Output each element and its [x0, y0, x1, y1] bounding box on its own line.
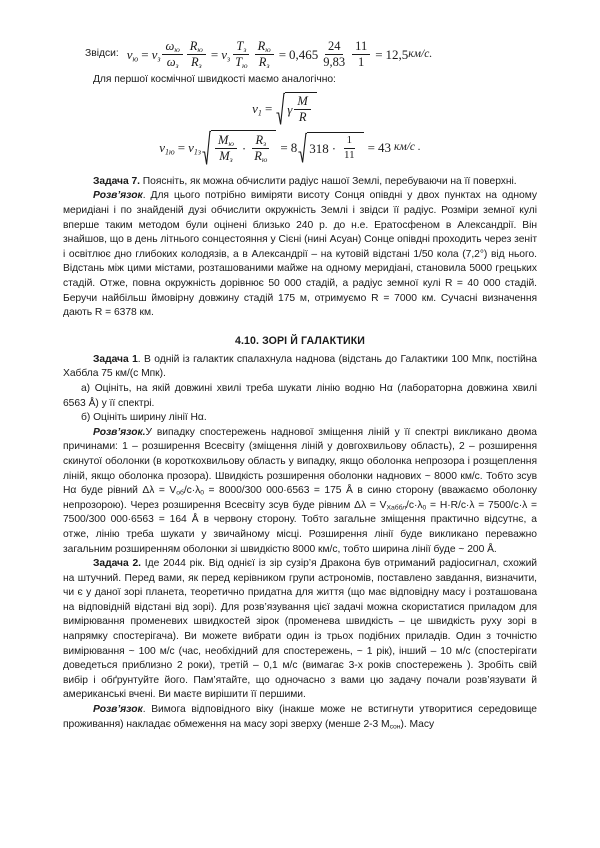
task-1-solution-text-4: /с·λ: [406, 499, 423, 511]
formula-3-eq-3: =: [367, 140, 375, 156]
formula-1-frac-24-983: $\frac{24}{9,83}$: [323, 39, 346, 70]
task-2-solution-label: Розв’язок: [93, 704, 143, 716]
formula-1-coefficient: 0,465: [289, 47, 319, 63]
task-1-sub-hubble: Хаббл: [386, 504, 407, 512]
formula-3-eq-1: =: [177, 140, 186, 156]
formula-1-radius-ratio-2: $\frac{R_ю}{R_з}$: [255, 40, 274, 69]
radical-sign-icon: [202, 130, 211, 166]
formula-3-radius-ratio: $\frac{R_з}{R_ю}$: [254, 132, 268, 164]
formula-3-coefficient: 8: [290, 140, 298, 156]
task-1-solution: [63, 426, 537, 557]
formula-1-units: км/с.: [408, 47, 433, 60]
formula-3-318: 318: [309, 140, 329, 156]
task-2-solution-text-1: . Вимога відповідного віку (інакше може не встигнути утворитися середовище проживання) накладає обмеження на масу зорі зверху (менше 2-3 M: [63, 704, 537, 730]
formula-1-period-ratio: $\frac{T_з}{T_ю}$: [235, 39, 248, 71]
formula-3-eq-2: =: [280, 140, 288, 156]
formula-1-v3b: $v_з$: [221, 47, 231, 64]
task-1-solution-text-2: /с·λ: [183, 485, 201, 497]
task-1-statement: [63, 353, 537, 382]
task-1-sub-zero-2: 0: [422, 504, 427, 512]
task-1-sub-ob: об: [176, 489, 184, 497]
task-1-solution-text-3: = 8000/300 000·6563 = 175 Å в синю сторону (вважаємо оболонку непрозорою). Через розширення Всесвіту зсув буде рівним Δλ = V: [63, 485, 538, 511]
formula-1-omega-ratio: $\frac{\omega_ю}{\omega_з}$: [162, 40, 182, 69]
first-cosmic-velocity-intro: Для першої космічної швидкості маємо аналогічно:: [93, 74, 336, 86]
radical-sign-icon: [276, 92, 285, 126]
formula-2-lhs: $v_1$: [252, 101, 262, 118]
task-1-solution-text-1: У випадку спостережень наднової зміщення ліній у її спектрі викликано двома причинами: 1 – розширення Всесвіту (зміщення ліній у довгохвильову область), 2 – розширення скинутої оболонки (в короткохвильову область у випадку, якщо оболонка непрозора і розщеплення ліній, якщо оболонка прозора). Швидкість розширення оболонки наднових ~ 8000 км/с. Тобто зсув Нα буде рівний Δλ = V: [63, 426, 537, 497]
formula-1-v3: $v_з$: [151, 47, 161, 64]
task-1-item-b: б) Оцініть ширину лінії Нα.: [81, 412, 207, 424]
formula-2-sqrt: [276, 92, 317, 126]
task-1-solution-text-5: = H·R/с·λ = 7500/с·λ = 7500/300 000·6563 = 164 Å в червону сторону. Тобто загальне зміщення практично відсутнє, а отже, лінію треба шукати у звичайному місці. Розширення лінії буде викликано переважно загальним розширенням оболонки зі швидкістю 8000 км/с, тобто ширина лінії буде ~ 200 Å.: [63, 499, 537, 555]
formula-3-result: 43: [377, 140, 391, 156]
task-1-label: Задача 1: [93, 353, 138, 365]
formula-2-eq: =: [264, 101, 273, 117]
task-7-solution: [63, 189, 537, 320]
formula-first-cosmic-velocity: [63, 92, 537, 126]
formula-1-intro: Звідси:: [85, 48, 119, 60]
page-body-column: [63, 40, 537, 732]
task-2-solution-text-2: ). Масу: [400, 718, 435, 730]
formula-1-eq-4: =: [375, 47, 383, 63]
formula-3-sqrt-1: [202, 130, 276, 166]
formula-orbital-velocity: [63, 40, 537, 69]
task-1-solution-label: Розв’язок.: [93, 426, 146, 438]
task-1-text: . В одній із галактик спалахнула наднова (відстань до Галактики 100 Мпк, постійна Хаббла 75 км/(с Мпк).: [63, 353, 537, 380]
formula-3-units: км/с .: [393, 141, 421, 154]
formula-3-mass-ratio: $\frac{M_ю}{M_з}$: [215, 134, 237, 163]
formula-1-eq-1: =: [141, 47, 149, 63]
task-1-item-a: а) Оцініть, на якій довжині хвилі треба шукати лінію водню Нα (лабораторна довжина хвилі 6563 Å) у її спектрі.: [63, 382, 537, 409]
formula-3-sqrt-2: [298, 132, 363, 164]
task-7-statement: [63, 175, 537, 190]
formula-2-m-over-r: $\frac{M}{R}$: [294, 95, 310, 124]
task-2-text: Іде 2044 рік. Від однієї із зір сузір’я Дракона був отриманий радіосигнал, схожий на штучний. Перед вами, як перед керівником групи астрономів, поставлено завдання, визначити, чи є у даної зорі планета, теоретично придатна для життя (що має відповідну масу і розташована на відповідній відстані від зорі). Для розв’язування цієї задачі можна скористатися приладом для вимірювання променевих швидкостей зірок (променева швидкість – це швидкість руху зорі в напрямку спостерігача). Ви можете вибрати один із трьох подібних приладів. Один з точністю вимірювання ~ 100 м/с (час, необхідний для спостережень, ~ 1 рік), інший – 10 м/с (спостерігати доведеться приблизно 2 роки), третій – 0,1 м/с (вимагає 3-х років спостережень ). Зробіть свій вибір і обґрунтуйте його. Пам’ятайте, що одночасно з вами цю задачу почали розв’язувати й американські вчені. Ви маєте вирішити її першими.: [63, 558, 537, 701]
formula-3-dot-2: ·: [331, 140, 337, 156]
formula-1-result: 12,5: [385, 47, 409, 63]
formula-jupiter-cosmic-velocity: [63, 130, 537, 166]
task-7-label: Задача 7.: [93, 175, 140, 187]
task-7-solution-label: Розв’язок: [93, 190, 143, 202]
task-2-sub-sun: сон: [389, 723, 401, 731]
task-2-solution: [63, 703, 537, 732]
formula-3-dot: ·: [241, 140, 247, 156]
radical-sign-icon: [298, 132, 307, 164]
task-7-solution-text: . Для цього потрібно виміряти висоту Сонця опівдні у двох пунктах на одному меридіані і по знайденій дузі обчислити окружність Землі і звідси її радіус. Розміри земної кулі вперше таким методом були оцінені близько 240 р. до н.е. Ератосфеном в Александрії. Він знайшов, що в день літнього сонцестояння у Сієні (нині Асуан) Сонце опівдні проходить через зеніт і освітлює дно глибоких колодязів, а в Александрії – на кутовій відстані 1/50 кола (7,2°) від нього. Відстань між цими містами, розташованими майже на одному меридіані, становила 5000 грецьких стадій. Отже, повна окружність дорівнює 50 000 стадій, а радіус земної кулі R = 40 000 стадій. Беручи найбільш ймовірну довжину стадій 175 м, отримуємо R = 7000 км. Сучасні визначення дають R = 6378 км.: [63, 190, 537, 319]
formula-1-frac-11-1: $\frac{11}{1}$: [352, 40, 370, 69]
formula-1-eq-3: =: [278, 47, 287, 63]
formula-1-radius-ratio: $\frac{R_ю}{R_з}$: [187, 40, 206, 69]
task-7-text: Поясніть, як можна обчислити радіус нашої Землі, перебуваючи на її поверхні.: [139, 175, 517, 187]
formula-2-gamma: γ: [287, 101, 293, 117]
task-1-sub-zero-1: 0: [200, 489, 204, 497]
task-2-label: Задача 2.: [93, 558, 141, 570]
formula-3-one-eleventh: $\frac{1}{11}$: [344, 134, 355, 161]
formula-3-lhs: $v_{1ю}$: [159, 140, 175, 157]
formula-1-eq-2: =: [210, 47, 219, 63]
task-2-statement: [63, 557, 537, 703]
section-heading-stars-galaxies: 4.10. ЗОРІ Й ГАЛАКТИКИ: [234, 334, 366, 347]
formula-1-lhs: $v_ю$: [126, 47, 139, 64]
formula-3-v1z: $v_{1з}$: [188, 140, 202, 157]
